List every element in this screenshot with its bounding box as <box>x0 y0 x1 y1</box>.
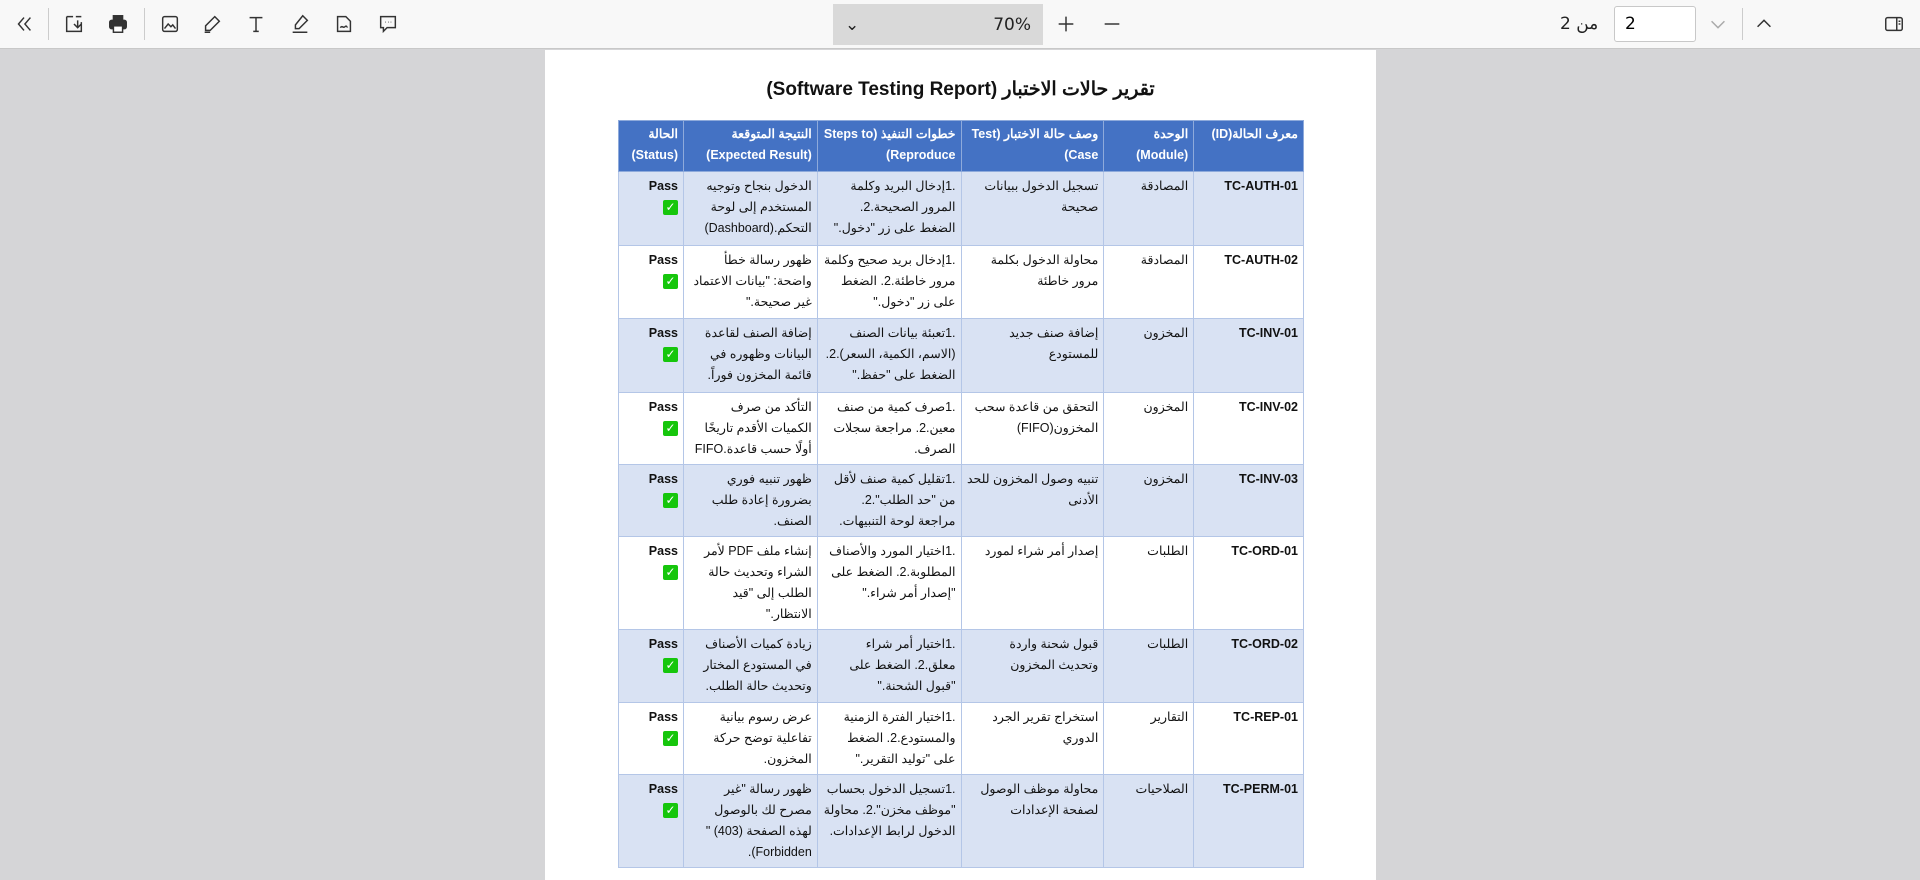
column-header: وصف حالة الاختبار (Test Case) <box>961 121 1104 172</box>
column-header: خطوات التنفيذ (Steps to Reproduce) <box>817 121 961 172</box>
cell-steps: .1صرف كمية من صنف معين.2. مراجعة سجلات الصرف. <box>817 393 961 465</box>
divider <box>144 8 145 40</box>
checkmark-icon: ✓ <box>663 200 678 215</box>
status-badge: Pass <box>648 637 678 651</box>
zoom-out-button[interactable] <box>1096 8 1128 40</box>
table-row <box>619 775 1304 868</box>
cell-expected: إضافة الصنف لقاعدة البيانات وظهوره في قائمة المخزون فوراً. <box>684 319 818 393</box>
cell-module: التقارير <box>1104 703 1194 775</box>
cell-status <box>619 703 684 775</box>
cell-case: إصدار أمر شراء لمورد <box>961 537 1104 630</box>
status-badge: Pass <box>648 782 678 796</box>
status-badge: Pass <box>648 472 678 486</box>
cell-steps: .1اختيار أمر شراء معلق.2. الضغط على "قبول الشحنة." <box>817 630 961 703</box>
checkmark-icon: ✓ <box>663 347 678 362</box>
cell-id: TC-REP-01 <box>1194 703 1304 775</box>
chevron-down-icon: ⌄ <box>845 14 860 35</box>
cell-module: المصادقة <box>1104 172 1194 246</box>
status-badge: Pass <box>648 544 678 558</box>
cell-id: TC-AUTH-02 <box>1194 246 1304 319</box>
cell-steps: .1اختيار الفترة الزمنية والمستودع.2. الضغط على "توليد التقرير." <box>817 703 961 775</box>
cell-status <box>619 246 684 319</box>
comment-icon[interactable] <box>372 8 404 40</box>
cell-steps: .1تسجيل الدخول بحساب "موظف مخزن".2. محاولة الدخول لرابط الإعدادات. <box>817 775 961 868</box>
print-icon[interactable] <box>102 8 134 40</box>
highlight-icon[interactable] <box>284 8 316 40</box>
cell-expected: زيادة كميات الأصناف في المستودع المختار وتحديث حالة الطلب. <box>684 630 818 703</box>
cell-expected: ظهور رسالة "غير مصرح لك بالوصول لهذه الصفحة (403) " Forbidden). <box>684 775 818 868</box>
cell-expected: التأكد من صرف الكميات الأقدم تاريخًا أولًا حسب قاعدة.FIFO <box>684 393 818 465</box>
checkmark-icon: ✓ <box>663 803 678 818</box>
cell-case: تنبيه وصول المخزون للحد الأدنى <box>961 465 1104 537</box>
cell-id: TC-INV-01 <box>1194 319 1304 393</box>
image-icon[interactable] <box>154 8 186 40</box>
cell-module: المخزون <box>1104 319 1194 393</box>
status-badge: Pass <box>648 179 678 193</box>
page-number-input[interactable] <box>1614 6 1696 42</box>
cell-steps: .1إدخال بريد صحيح وكلمة مرور خاطئة.2. الضغط على زر "دخول." <box>817 246 961 319</box>
divider <box>48 8 49 40</box>
cell-steps: .1تقليل كمية صنف لأقل من "حد الطلب".2. مراجعة لوحة التنبيهات. <box>817 465 961 537</box>
save-icon[interactable] <box>58 8 90 40</box>
cell-id: TC-INV-02 <box>1194 393 1304 465</box>
cell-expected: عرض رسوم بيانية تفاعلية توضح حركة المخزون. <box>684 703 818 775</box>
status-badge: Pass <box>648 253 678 267</box>
cell-case: تسجيل الدخول ببيانات صحيحة <box>961 172 1104 246</box>
collapse-sidebar-icon[interactable] <box>8 8 40 40</box>
table-row <box>619 630 1304 703</box>
cell-id: TC-PERM-01 <box>1194 775 1304 868</box>
column-header: معرف الحالة(ID) <box>1194 121 1304 172</box>
table-row <box>619 319 1304 393</box>
cell-status <box>619 630 684 703</box>
cell-case: إضافة صنف جديد للمستودع <box>961 319 1104 393</box>
cell-case: قبول شحنة واردة وتحديث المخزون <box>961 630 1104 703</box>
cell-expected: الدخول بنجاح وتوجيه المستخدم إلى لوحة التحكم.(Dashboard) <box>684 172 818 246</box>
cell-status <box>619 775 684 868</box>
cell-module: المخزون <box>1104 465 1194 537</box>
checkmark-icon: ✓ <box>663 658 678 673</box>
pdf-toolbar <box>0 0 1920 49</box>
table-row <box>619 703 1304 775</box>
draw-icon[interactable] <box>196 8 228 40</box>
pdf-page <box>545 50 1376 880</box>
checkmark-icon: ✓ <box>663 565 678 580</box>
cell-module: المصادقة <box>1104 246 1194 319</box>
status-badge: Pass <box>648 326 678 340</box>
cell-case: التحقق من قاعدة سحب المخزون(FIFO) <box>961 393 1104 465</box>
cell-status <box>619 319 684 393</box>
prev-page-icon[interactable] <box>1748 8 1780 40</box>
document-title: تقرير حالات الاختبار (Software Testing Report) <box>766 79 1155 100</box>
cell-module: الطلبات <box>1104 630 1194 703</box>
cell-status <box>619 172 684 246</box>
checkmark-icon: ✓ <box>663 731 678 746</box>
cell-id: TC-INV-03 <box>1194 465 1304 537</box>
table-row <box>619 537 1304 630</box>
sidebar-toggle-icon[interactable] <box>1878 8 1910 40</box>
cell-id: TC-ORD-02 <box>1194 630 1304 703</box>
cell-status <box>619 465 684 537</box>
column-header: الوحدة (Module) <box>1104 121 1194 172</box>
cell-id: TC-AUTH-01 <box>1194 172 1304 246</box>
cell-module: الصلاحيات <box>1104 775 1194 868</box>
cell-expected: ظهور رسالة خطأ واضحة: "بيانات الاعتماد غير صحيحة." <box>684 246 818 319</box>
table-row <box>619 393 1304 465</box>
table-row <box>619 172 1304 246</box>
test-cases-table <box>618 120 1304 868</box>
status-badge: Pass <box>648 710 678 724</box>
column-header: النتيجة المتوقعة (Expected Result) <box>684 121 818 172</box>
text-icon[interactable] <box>240 8 272 40</box>
cell-id: TC-ORD-01 <box>1194 537 1304 630</box>
status-badge: Pass <box>648 400 678 414</box>
cell-module: الطلبات <box>1104 537 1194 630</box>
cell-status <box>619 393 684 465</box>
cell-expected: إنشاء ملف PDF لأمر الشراء وتحديث حالة الطلب إلى "قيد الانتظار." <box>684 537 818 630</box>
cell-steps: .1تعبئة بيانات الصنف (الاسم، الكمية، السعر).2. الضغط على "حفظ." <box>817 319 961 393</box>
divider <box>1742 8 1743 40</box>
next-page-icon[interactable] <box>1702 8 1734 40</box>
table-row <box>619 465 1304 537</box>
cell-expected: ظهور تنبيه فوري بضرورة إعادة طلب الصنف. <box>684 465 818 537</box>
column-header: الحالة (Status) <box>619 121 684 172</box>
cell-steps: .1إدخال البريد وكلمة المرور الصحيحة.2. الضغط على زر "دخول." <box>817 172 961 246</box>
cell-status <box>619 537 684 630</box>
cell-module: المخزون <box>1104 393 1194 465</box>
checkmark-icon: ✓ <box>663 274 678 289</box>
sign-icon[interactable] <box>328 8 360 40</box>
cell-case: محاولة الدخول بكلمة مرور خاطئة <box>961 246 1104 319</box>
page-total: من 2 <box>1560 14 1599 34</box>
cell-steps: .1اختيار المورد والأصناف المطلوبة.2. الضغط على "إصدار أمر شراء." <box>817 537 961 630</box>
zoom-value: 70% <box>993 14 1031 35</box>
cell-case: محاولة موظف الوصول لصفحة الإعدادات <box>961 775 1104 868</box>
zoom-in-button[interactable] <box>1050 8 1082 40</box>
checkmark-icon: ✓ <box>663 421 678 436</box>
zoom-select[interactable] <box>833 4 1043 45</box>
checkmark-icon: ✓ <box>663 493 678 508</box>
table-row <box>619 246 1304 319</box>
cell-case: استخراج تقرير الجرد الدوري <box>961 703 1104 775</box>
